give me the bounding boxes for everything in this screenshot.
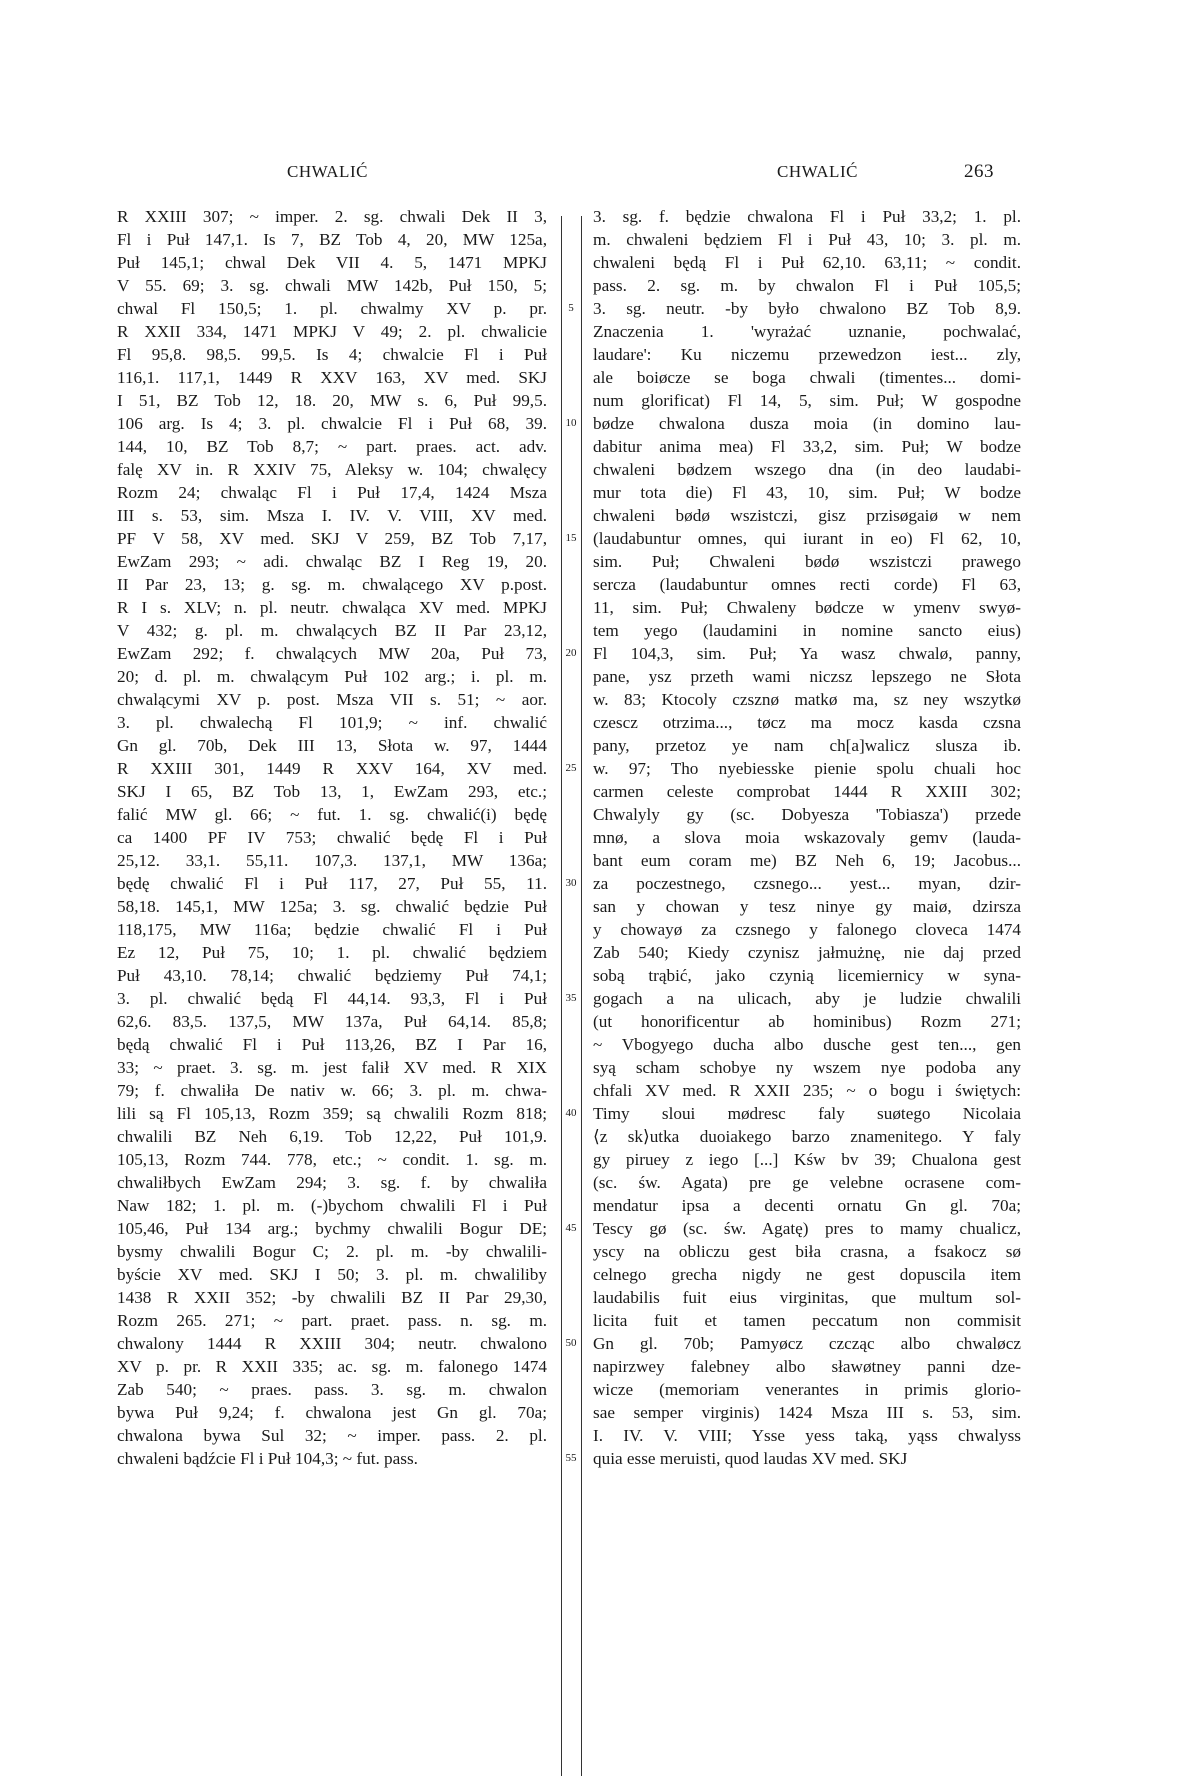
- text-line: licita fuit et tamen peccatum non commisit: [593, 1311, 1021, 1330]
- text-line: gogach a na ulicach, aby je ludzie chwalili: [593, 989, 1021, 1008]
- line-number: 35: [565, 992, 577, 1004]
- text-line: chwaliłbych EwZam 294; 3. sg. f. by chwaliła: [117, 1173, 547, 1192]
- text-line: w. 97; Tho nyebiesske pienie spolu chuali hoc: [593, 759, 1021, 778]
- text-line: Tescy gø (sc. św. Agatę) pres to mamy chualicz,: [593, 1219, 1021, 1238]
- text-line: (sc. św. Agata) pre ge velebne ocrasene com-: [593, 1173, 1021, 1192]
- text-line: byście XV med. SKJ I 50; 3. pl. m. chwaliliby: [117, 1265, 547, 1284]
- text-line: sobą trąbić, jako czynią licemiernicy w syna-: [593, 966, 1021, 985]
- text-line: chfali XV med. R XXII 235; ~ o bogu i świętych:: [593, 1081, 1021, 1100]
- text-line: chwaleni bądźcie Fl i Puł 104,3; ~ fut. pass.: [117, 1449, 418, 1468]
- text-line: 11, sim. Puł; Chwaleny bødcze w ymenv swyø-: [593, 598, 1021, 617]
- text-line: za poczestnego, czsnego... yest... myan, dzir-: [593, 874, 1021, 893]
- text-line: III s. 53, sim. Msza I. IV. V. VIII, XV med.: [117, 506, 547, 525]
- text-line: ale boiøcze se boga chwali (timentes... domi-: [593, 368, 1021, 387]
- text-line: R XXIII 301, 1449 R XXV 164, XV med.: [117, 759, 547, 778]
- text-line: R XXII 334, 1471 MPKJ V 49; 2. pl. chwalicie: [117, 322, 547, 341]
- text-line: sae semper virginis) 1424 Msza III s. 53, sim.: [593, 1403, 1021, 1422]
- line-number: 15: [565, 532, 577, 544]
- line-number: 40: [565, 1107, 577, 1119]
- text-line: Fl i Puł 147,1. Is 7, BZ Tob 4, 20, MW 125a,: [117, 230, 547, 249]
- text-line: tem yego (laudamini in nomine sancto eius): [593, 621, 1021, 640]
- text-line: II Par 23, 13; g. sg. m. chwalącego XV p.post.: [117, 575, 547, 594]
- text-line: Zab 540; Kiedy czynisz jałmużnę, nie daj przed: [593, 943, 1021, 962]
- text-line: falić MW gl. 66; ~ fut. 1. sg. chwalić(i) będę: [117, 805, 547, 824]
- right-column: [593, 205, 1021, 1470]
- text-line: 116,1. 117,1, 1449 R XXV 163, XV med. SKJ: [117, 368, 547, 387]
- text-line: chwal Fl 150,5; 1. pl. chwalmy XV p. pr.: [117, 299, 547, 318]
- text-line: (laudabuntur omnes, qui iurant in eo) Fl 62, 10,: [593, 529, 1021, 548]
- text-line: syą scham schobye ny wszem nye podoba any: [593, 1058, 1021, 1077]
- text-line: chwalony 1444 R XXIII 304; neutr. chwalono: [117, 1334, 547, 1353]
- text-line: yscy na obliczu gest biła crasna, a fsakocz sø: [593, 1242, 1021, 1261]
- text-line: Gn gl. 70b; Pamyøcz czcząc albo chwaløcz: [593, 1334, 1021, 1353]
- line-number: 5: [568, 302, 574, 314]
- text-line: będę chwalić Fl i Puł 117, 27, Puł 55, 11.: [117, 874, 547, 893]
- column-rule-right: [581, 216, 582, 1776]
- text-line: wicze (memoriam venerantes in primis glorio-: [593, 1380, 1021, 1399]
- text-line: (ut honorificentur ab hominibus) Rozm 271;: [593, 1012, 1021, 1031]
- text-line: bywa Puł 9,24; f. chwalona jest Gn gl. 70a;: [117, 1403, 547, 1422]
- text-line: 3. pl. chwalechą Fl 101,9; ~ inf. chwalić: [117, 713, 547, 732]
- line-number: 10: [565, 417, 577, 429]
- text-line: pass. 2. sg. m. by chwalon Fl i Puł 105,5;: [593, 276, 1021, 295]
- text-line: laudare': Ku niczemu przewedzon iest... zly,: [593, 345, 1021, 364]
- text-line: w. 83; Ktocoly czsznø matkø ma, sz ney wszytkø: [593, 690, 1021, 709]
- running-head-right: CHWALIĆ: [777, 162, 858, 181]
- text-line: laudabilis fuit eius virginitas, que multum sol-: [593, 1288, 1021, 1307]
- text-line: Rozm 24; chwaląc Fl i Puł 17,4, 1424 Msza: [117, 483, 547, 502]
- text-line: Ez 12, Puł 75, 10; 1. pl. chwalić będziem: [117, 943, 547, 962]
- text-line: Znaczenia 1. 'wyrażać uznanie, pochwalać,: [593, 322, 1021, 341]
- text-line: mnø, a slova moia wskazovaly gemv (lauda-: [593, 828, 1021, 847]
- text-line: EwZam 293; ~ adi. chwaląc BZ I Reg 19, 20.: [117, 552, 547, 571]
- text-line: 106 arg. Is 4; 3. pl. chwalcie Fl i Puł 68, 39.: [117, 414, 547, 433]
- running-head-left: CHWALIĆ: [287, 162, 368, 181]
- text-line: 118,175, MW 116a; będzie chwalić Fl i Puł: [117, 920, 547, 939]
- text-line: 20; d. pl. m. chwalącym Puł 102 arg.; i. pl. m.: [117, 667, 547, 686]
- text-line: mur tota die) Fl 43, 10, sim. Puł; W bodze: [593, 483, 1021, 502]
- text-line: Fl 95,8. 98,5. 99,5. Is 4; chwalcie Fl i Puł: [117, 345, 547, 364]
- text-line: mendatur ipsa a decenti ornatu Gn gl. 70a;: [593, 1196, 1021, 1215]
- text-line: pane, ysz przeth wami niczsz lepszego ne Słota: [593, 667, 1021, 686]
- text-line: 144, 10, BZ Tob 8,7; ~ part. praes. act. adv.: [117, 437, 547, 456]
- text-line: sercza (laudabuntur omnes recti corde) Fl 63,: [593, 575, 1021, 594]
- text-line: pany, przetoz ye nam ch[a]walicz slusza ib.: [593, 736, 1021, 755]
- text-line: 62,6. 83,5. 137,5, MW 137a, Puł 64,14. 85,8;: [117, 1012, 547, 1031]
- text-line: I. IV. V. VIII; Ysse yess taką, yąss chwalyss: [593, 1426, 1021, 1445]
- text-line: Fl 104,3, sim. Puł; Ya wasz chwalø, panny,: [593, 644, 1021, 663]
- text-line: V 55. 69; 3. sg. chwali MW 142b, Puł 150, 5;: [117, 276, 547, 295]
- text-line: Zab 540; ~ praes. pass. 3. sg. m. chwalon: [117, 1380, 547, 1399]
- line-number: 55: [565, 1452, 577, 1464]
- text-line: sim. Puł; Chwaleni bødø wszistczi prawego: [593, 552, 1021, 571]
- text-line: 105,46, Puł 134 arg.; bychmy chwalili Bogur DE;: [117, 1219, 547, 1238]
- text-line: czescz otrzima..., tøcz ma mocz kasda czsna: [593, 713, 1021, 732]
- line-number: 20: [565, 647, 577, 659]
- text-line: będą chwalić Fl i Puł 113,26, BZ I Par 16,: [117, 1035, 547, 1054]
- text-line: 3. sg. neutr. -by było chwalono BZ Tob 8,9.: [593, 299, 1021, 318]
- line-number: 30: [565, 877, 577, 889]
- text-line: 33; ~ praet. 3. sg. m. jest falił XV med. R XIX: [117, 1058, 547, 1077]
- text-line: ca 1400 PF IV 753; chwalić będę Fl i Puł: [117, 828, 547, 847]
- text-line: chwaleni będą Fl i Puł 62,10. 63,11; ~ condit.: [593, 253, 1021, 272]
- text-line: 1438 R XXII 352; -by chwalili BZ II Par 29,30,: [117, 1288, 547, 1307]
- text-line: carmen celeste comprobat 1444 R XXIII 302;: [593, 782, 1021, 801]
- text-line: bysmy chwalili Bogur C; 2. pl. m. -by chwalili-: [117, 1242, 547, 1261]
- text-line: y chowayø za czsnego y falonego cloveca 1474: [593, 920, 1021, 939]
- text-line: chwaleni bødzem wszego dna (in deo laudabi-: [593, 460, 1021, 479]
- text-line: SKJ I 65, BZ Tob 13, 1, EwZam 293, etc.;: [117, 782, 547, 801]
- text-line: falę XV in. R XXIV 75, Aleksy w. 104; chwalęcy: [117, 460, 547, 479]
- text-line: R I s. XLV; n. pl. neutr. chwaląca XV med. MPKJ: [117, 598, 547, 617]
- text-line: 105,13, Rozm 744. 778, etc.; ~ condit. 1. sg. m.: [117, 1150, 547, 1169]
- text-line: EwZam 292; f. chwalących MW 20a, Puł 73,: [117, 644, 547, 663]
- page-number: 263: [964, 161, 994, 182]
- text-line: m. chwaleni będziem Fl i Puł 43, 10; 3. pl. m.: [593, 230, 1021, 249]
- text-line: 58,18. 145,1, MW 125a; 3. sg. chwalić będzie Puł: [117, 897, 547, 916]
- text-line: Puł 43,10. 78,14; chwalić będziemy Puł 74,1;: [117, 966, 547, 985]
- text-line: Puł 145,1; chwal Dek VII 4. 5, 1471 MPKJ: [117, 253, 547, 272]
- text-line: Rozm 265. 271; ~ part. praet. pass. n. sg. m.: [117, 1311, 547, 1330]
- text-line: napirzwey falebney albo sławøtney panni dze-: [593, 1357, 1021, 1376]
- text-line: chwalona bywa Sul 32; ~ imper. pass. 2. pl.: [117, 1426, 547, 1445]
- text-line: XV p. pr. R XXII 335; ac. sg. m. falonego 1474: [117, 1357, 547, 1376]
- text-line: 3. pl. chwalić będą Fl 44,14. 93,3, Fl i Puł: [117, 989, 547, 1008]
- text-line: Chwalyly gy (sc. Dobyesza 'Tobiasza') przede: [593, 805, 1021, 824]
- text-line: ~ Vbogyego ducha albo dusche gest ten..., gen: [593, 1035, 1021, 1054]
- text-line: san y chowan y tesz ninye gy maiø, dzirsza: [593, 897, 1021, 916]
- text-line: gy piruey z iego [...] Kśw bv 39; Chualona gest: [593, 1150, 1021, 1169]
- line-number: 50: [565, 1337, 577, 1349]
- text-line: chwalącymi XV p. post. Msza VII s. 51; ~ aor.: [117, 690, 547, 709]
- text-line: num glorificat) Fl 14, 5, sim. Puł; W gospodne: [593, 391, 1021, 410]
- text-line: bant eum coram me) BZ Neh 6, 19; Jacobus...: [593, 851, 1021, 870]
- text-line: lili są Fl 105,13, Rozm 359; są chwalili Rozm 818;: [117, 1104, 547, 1123]
- text-line: V 432; g. pl. m. chwalących BZ II Par 23,12,: [117, 621, 547, 640]
- text-line: R XXIII 307; ~ imper. 2. sg. chwali Dek II 3,: [117, 207, 547, 226]
- text-line: bødze chwalona dusza moia (in domino lau-: [593, 414, 1021, 433]
- text-line: Gn gl. 70b, Dek III 13, Słota w. 97, 1444: [117, 736, 547, 755]
- line-number: 45: [565, 1222, 577, 1234]
- text-line: celnego grecha nigdy ne gest dopuscila item: [593, 1265, 1021, 1284]
- text-line: PF V 58, XV med. SKJ V 259, BZ Tob 7,17,: [117, 529, 547, 548]
- text-line: dabitur anima mea) Fl 33,2, sim. Puł; W bodze: [593, 437, 1021, 456]
- text-line: I 51, BZ Tob 12, 18. 20, MW s. 6, Puł 99,5.: [117, 391, 547, 410]
- text-line: chwaleni bødø wszistczi, gisz przisøgaiø w nem: [593, 506, 1021, 525]
- text-line: quia esse meruisti, quod laudas XV med. SKJ: [593, 1449, 908, 1468]
- text-line: Naw 182; 1. pl. m. (-)bychom chwalili Fl i Puł: [117, 1196, 547, 1215]
- text-line: Timy sloui mødresc faly suøtego Nicolaia: [593, 1104, 1021, 1123]
- left-column: [117, 205, 547, 1470]
- text-line: 3. sg. f. będzie chwalona Fl i Puł 33,2; 1. pl.: [593, 207, 1021, 226]
- text-line: 25,12. 33,1. 55,11. 107,3. 137,1, MW 136a;: [117, 851, 547, 870]
- text-line: chwalili BZ Neh 6,19. Tob 12,22, Puł 101,9.: [117, 1127, 547, 1146]
- text-line: ⟨z sk⟩utka duoiakego barzo znamenitego. Y faly: [593, 1127, 1021, 1146]
- line-number: 25: [565, 762, 577, 774]
- text-line: 79; f. chwaliła De nativ w. 66; 3. pl. m. chwa-: [117, 1081, 547, 1100]
